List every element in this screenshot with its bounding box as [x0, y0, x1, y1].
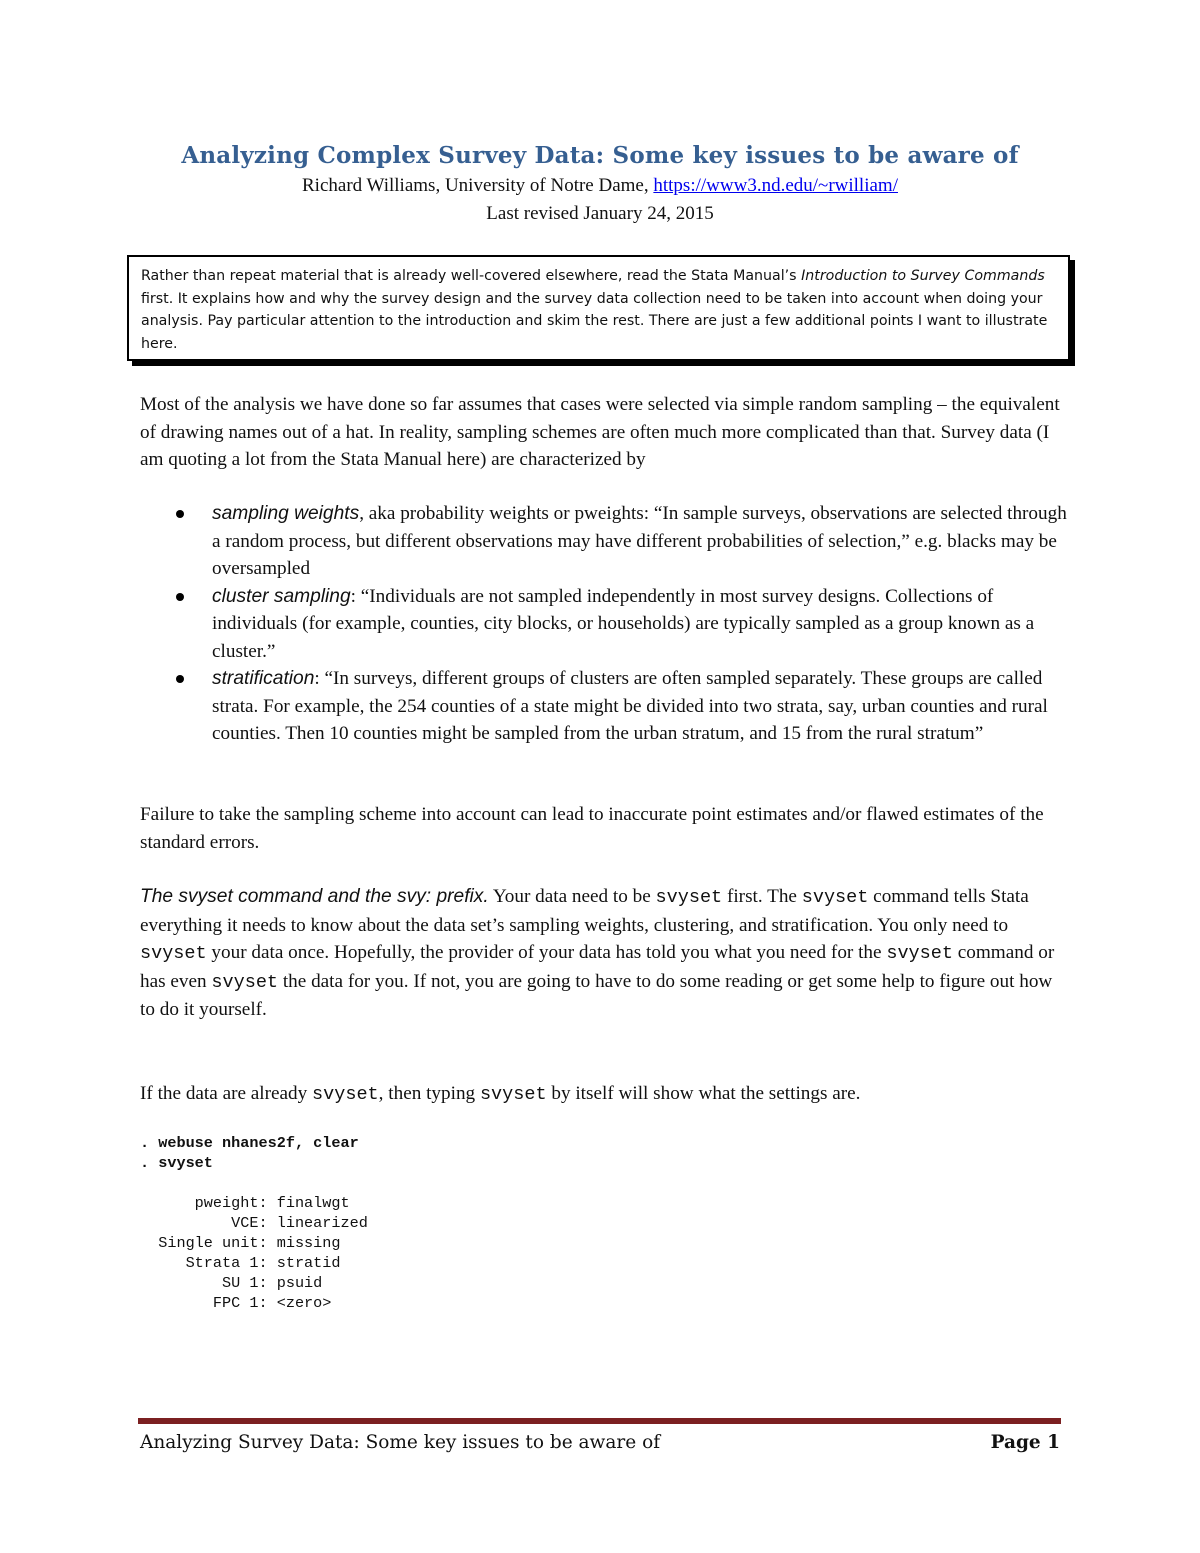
definition-sampling-weights: , aka probability weights or pweights: “In sample surveys, observations are selected through a random process, but different observations may have different probabilities of selection,” e.g. blacks may be oversampled	[212, 503, 1067, 579]
already-text-3: by itself will show what the settings are.	[546, 1083, 861, 1104]
svyset-text-3: command tells Stata everything it needs to know about the data set’s sampling weights, clustering, and stratification. You only need to	[140, 886, 1029, 936]
already-text-2: , then typing	[378, 1083, 480, 1104]
svyset-text-6: the data for you. If not, you are going to have to do some reading or get some help to figure out how to do it yourself.	[140, 970, 1053, 1020]
svyset-code-1: svyset	[655, 887, 723, 908]
already-svyset-paragraph	[140, 1080, 1070, 1109]
code-command-svyset: . svyset	[140, 1154, 213, 1172]
list-item-stratification	[140, 665, 1070, 748]
code-output-line: VCE: linearized	[140, 1214, 368, 1232]
footer-page-number: Page 1	[990, 1432, 1060, 1453]
definition-cluster-sampling: : “Individuals are not sampled independently in most survey designs. Collections of individuals (for example, counties, city blocks, or households) are typically sampled as a group known as a cluster.”	[212, 585, 1035, 662]
code-output-line: Strata 1: stratid	[140, 1254, 341, 1272]
note-text-end: first. It explains how and why the survey design and the survey data collection need to be taken into account when doing your analysis. Pay particular attention to the introduction and skim the rest. There are just a few additional points I want to illustrate here.	[141, 290, 1048, 352]
bullet-icon	[176, 510, 184, 518]
author-line	[0, 175, 1200, 197]
term-cluster-sampling: cluster sampling	[212, 585, 351, 607]
definition-stratification: : “In surveys, different groups of clusters are often sampled separately. These groups are called strata. For example, the 254 counties of a state might be divided into two strata, say, urban counties and rural counties. Then 10 counties might be sampled from the urban stratum, and 15 from the rural stratum”	[212, 668, 1048, 744]
bullet-icon	[176, 593, 184, 601]
term-sampling-weights: sampling weights	[212, 503, 360, 524]
already-code-1: svyset	[312, 1084, 379, 1105]
svyset-section-heading: The svyset command and the svy: prefix.	[140, 886, 489, 907]
list-item-sampling-weights	[140, 500, 1070, 583]
bullet-icon	[176, 675, 184, 683]
svyset-text-4: your data once. Hopefully, the provider of your data has told you what you need for the	[206, 942, 887, 963]
list-item-cluster-sampling	[140, 583, 1070, 666]
already-code-2: svyset	[479, 1084, 547, 1105]
code-output-line: FPC 1: <zero>	[140, 1294, 332, 1312]
note-manual-reference: Introduction to Survey Commands	[801, 268, 1045, 284]
svyset-code-5: svyset	[211, 971, 279, 993]
svyset-code-2: svyset	[801, 887, 869, 908]
author-text: Richard Williams, University of Notre Dame,	[302, 175, 654, 196]
term-stratification: stratification	[212, 668, 315, 689]
intro-paragraph: Most of the analysis we have done so far assumes that cases were selected via simple random sampling – the equivalent of drawing names out of a hat. In reality, sampling schemes are often much more complicated than that. Survey data (I am quoting a lot from the Stata Manual here) are characterized by	[140, 394, 1060, 470]
svyset-code-3: svyset	[140, 943, 207, 964]
svyset-code-4: svyset	[886, 943, 953, 964]
document-title: Analyzing Complex Survey Data: Some key issues to be aware of	[181, 142, 1019, 169]
stata-code-block	[140, 1133, 368, 1313]
footer-document-title: Analyzing Survey Data: Some key issues to be aware of	[140, 1432, 661, 1453]
code-command-webuse: . webuse nhanes2f, clear	[140, 1134, 359, 1152]
note-text-start: Rather than repeat material that is already well-covered elsewhere, read the Stata Manual’s	[141, 268, 802, 284]
code-output-line: pweight: finalwgt	[140, 1194, 350, 1212]
svyset-paragraph	[140, 883, 1070, 1024]
code-output-line: SU 1: psuid	[140, 1274, 323, 1292]
svyset-text-1: Your data need to be	[488, 886, 656, 907]
failure-paragraph: Failure to take the sampling scheme into account can lead to inaccurate point estimates and/or flawed estimates of the standard errors.	[140, 804, 1044, 853]
code-output-line: Single unit: missing	[140, 1234, 341, 1252]
author-homepage-link[interactable]: https://www3.nd.edu/~rwilliam/	[653, 175, 898, 196]
note-box	[127, 255, 1070, 361]
svyset-text-5: command or has even	[140, 942, 1055, 992]
footer-divider	[138, 1418, 1061, 1424]
svyset-text-2: first. The	[722, 886, 802, 907]
survey-characteristics-list	[140, 500, 1070, 748]
already-text-1: If the data are already	[140, 1083, 313, 1104]
revision-date: Last revised January 24, 2015	[486, 203, 714, 224]
